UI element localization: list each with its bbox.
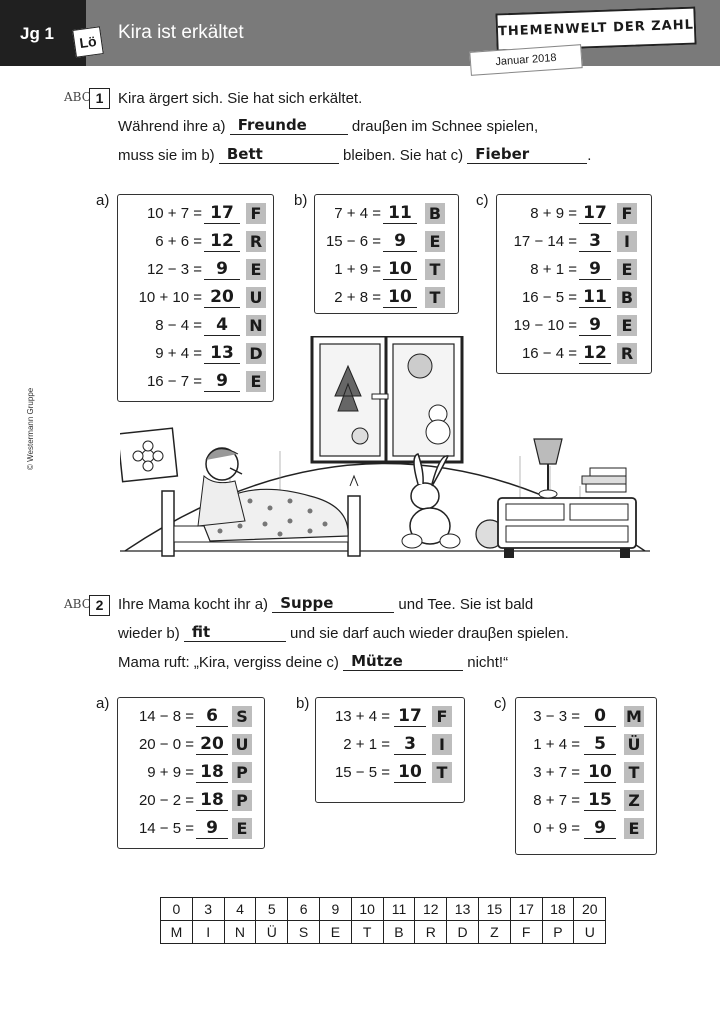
solution-letter: N: [246, 315, 266, 336]
result-value: 17: [204, 203, 240, 224]
result-value: 11: [383, 203, 417, 224]
equation-text: 2 + 8 =: [334, 289, 381, 306]
result-value: 3: [394, 734, 426, 755]
result-value: 9: [383, 231, 417, 252]
task1-line2: Während ihre a) Freunde drauβen im Schnee spielen,: [118, 116, 539, 135]
key-number-cell: 12: [415, 898, 447, 921]
window-icon: [312, 336, 462, 462]
key-letter-cell: D: [447, 921, 479, 944]
equation-row: [118, 203, 273, 231]
equation-row: [118, 734, 264, 762]
key-number-cell: 18: [542, 898, 574, 921]
equation-text: 3 + 7 =: [533, 764, 580, 781]
theme-banner: THEMENWELT DER ZAHL: [495, 7, 696, 52]
result-value: 3: [579, 231, 611, 252]
dresser-icon: [498, 498, 636, 558]
result-value: 9: [584, 818, 616, 839]
equation-row: [315, 287, 458, 315]
solution-letter: U: [232, 734, 252, 755]
key-letter-cell: Ü: [256, 921, 288, 944]
key-letter-cell: T: [351, 921, 383, 944]
task-number: 2: [89, 595, 110, 616]
result-value: 9: [196, 818, 228, 839]
key-number-cell: 13: [447, 898, 479, 921]
solution-letter: T: [425, 259, 445, 280]
solution-letter: R: [617, 343, 637, 364]
solution-letter: I: [432, 734, 452, 755]
equation-text: 1 + 4 =: [533, 736, 580, 753]
solution-letter: E: [617, 315, 637, 336]
result-value: 5: [584, 734, 616, 755]
solution-letter: M: [624, 706, 644, 727]
key-number-cell: 17: [510, 898, 542, 921]
equation-text: 2 + 1 =: [343, 736, 390, 753]
solution-letter: R: [246, 231, 266, 252]
solution-letter: F: [617, 203, 637, 224]
equation-text: 12 − 3 =: [146, 261, 202, 278]
part-label-c: c): [494, 695, 507, 712]
key-number-cell: 20: [574, 898, 606, 921]
equation-text: 20 − 0 =: [138, 736, 194, 753]
solution-letter: Ü: [624, 734, 644, 755]
date-tag: Januar 2018: [469, 44, 582, 76]
key-letter-cell: S: [288, 921, 320, 944]
equation-text: 1 + 9 =: [334, 261, 381, 278]
result-value: 6: [196, 706, 228, 727]
calc-box-2c: [515, 697, 657, 855]
solution-letter: E: [617, 259, 637, 280]
equation-text: 17 − 14 =: [513, 233, 577, 250]
answer-suppe: Suppe: [280, 594, 334, 612]
result-value: 15: [584, 790, 616, 811]
bedroom-illustration: [120, 336, 650, 576]
letter-key-table: [160, 897, 606, 944]
equation-text: 9 + 4 =: [155, 345, 202, 362]
key-letter-cell: F: [510, 921, 542, 944]
result-value: 13: [204, 343, 240, 364]
part-label-c: c): [476, 192, 489, 209]
solution-letter: T: [624, 762, 644, 783]
task-number: 1: [89, 88, 110, 109]
result-value: 9: [579, 315, 611, 336]
solution-letter: F: [432, 706, 452, 727]
equation-row: [497, 259, 651, 287]
key-letter-cell: B: [383, 921, 415, 944]
equation-text: 8 + 1 =: [530, 261, 577, 278]
result-value: 9: [204, 371, 240, 392]
solution-letter: F: [246, 203, 266, 224]
equation-text: 16 − 7 =: [146, 373, 202, 390]
equation-text: 13 + 4 =: [334, 708, 390, 725]
equation-text: 3 − 3 =: [533, 708, 580, 725]
key-letter-cell: E: [319, 921, 351, 944]
result-value: 10: [394, 762, 426, 783]
solution-letter: B: [617, 287, 637, 308]
solution-letter: E: [624, 818, 644, 839]
equation-row: [516, 734, 656, 762]
equation-row: [118, 762, 264, 790]
solution-letter: P: [232, 790, 252, 811]
equation-row: [316, 762, 464, 790]
answer-muetze: Mütze: [351, 652, 403, 670]
answer-bett: Bett: [226, 145, 263, 163]
equation-text: 20 − 2 =: [138, 792, 194, 809]
result-value: 17: [394, 706, 426, 727]
key-number-cell: 3: [192, 898, 224, 921]
equation-text: 0 + 9 =: [533, 820, 580, 837]
part-label-b: b): [296, 695, 310, 712]
page-title: Kira ist erkältet: [118, 22, 244, 43]
key-letter-cell: P: [542, 921, 574, 944]
equation-row: [516, 818, 656, 846]
result-value: 10: [383, 287, 417, 308]
copyright-note: © Westermann Gruppe: [26, 387, 35, 470]
result-value: 10: [584, 762, 616, 783]
solution-letter: I: [617, 231, 637, 252]
result-value: 9: [579, 259, 611, 280]
equation-row: [516, 762, 656, 790]
calc-box-2b: [315, 697, 465, 803]
result-value: 0: [584, 706, 616, 727]
task2-line2: wieder b) fit und sie darf auch wieder drauβen spielen.: [118, 623, 569, 642]
equation-text: 10 + 7 =: [146, 205, 202, 222]
task1-line3: muss sie im b) Bett bleiben. Sie hat c) Fieber .: [118, 145, 592, 164]
flower-picture-icon: [120, 428, 177, 481]
equation-text: 15 − 6 =: [325, 233, 381, 250]
answer-fit: fit: [191, 623, 211, 641]
equation-row: [497, 203, 651, 231]
equation-row: [315, 203, 458, 231]
result-value: 20: [204, 287, 240, 308]
result-value: 18: [196, 790, 228, 811]
solution-letter: T: [432, 762, 452, 783]
result-value: 17: [579, 203, 611, 224]
equation-text: 10 + 10 =: [138, 289, 202, 306]
solution-letter: Z: [624, 790, 644, 811]
lamp-icon: [534, 439, 562, 498]
equation-row: [118, 818, 264, 846]
equation-row: [118, 259, 273, 287]
result-value: 9: [204, 259, 240, 280]
equation-text: 16 − 4 =: [521, 345, 577, 362]
calc-box-1b: [314, 194, 459, 314]
result-value: 12: [204, 231, 240, 252]
key-letter-cell: I: [192, 921, 224, 944]
task2-line1: Ihre Mama kocht ihr a) Suppe und Tee. Sie ist bald: [118, 594, 534, 613]
equation-row: [516, 706, 656, 734]
solution-letter: S: [232, 706, 252, 727]
books-icon: [582, 468, 626, 492]
result-value: 20: [196, 734, 228, 755]
solution-letter: D: [246, 343, 266, 364]
solution-badge: Lö: [72, 26, 104, 58]
equation-text: 15 − 5 =: [334, 764, 390, 781]
equation-text: 8 + 7 =: [533, 792, 580, 809]
key-letter-cell: R: [415, 921, 447, 944]
equation-row: [315, 259, 458, 287]
equation-row: [516, 790, 656, 818]
task1-line1: Kira ärgert sich. Sie hat sich erkältet.: [118, 90, 363, 107]
equation-text: 14 − 5 =: [138, 820, 194, 837]
result-value: 10: [383, 259, 417, 280]
equation-row: [118, 790, 264, 818]
part-label-a: a): [96, 695, 110, 712]
answer-freunde: Freunde: [237, 116, 307, 134]
equation-row: [315, 231, 458, 259]
result-value: 4: [204, 315, 240, 336]
equation-text: 16 − 5 =: [521, 289, 577, 306]
key-letter-cell: Z: [478, 921, 510, 944]
equation-text: 7 + 4 =: [334, 205, 381, 222]
equation-text: 6 + 6 =: [155, 233, 202, 250]
equation-row: [497, 231, 651, 259]
task2-line3: Mama ruft: „Kira, vergiss deine c) Mütze nicht!“: [118, 652, 509, 671]
equation-text: 8 + 9 =: [530, 205, 577, 222]
equation-row: [118, 706, 264, 734]
equation-text: 9 + 9 =: [147, 764, 194, 781]
equation-row: [118, 287, 273, 315]
abc-icon: ABC: [64, 90, 91, 104]
key-letters-row: [161, 921, 606, 944]
equation-row: [316, 706, 464, 734]
solution-letter: E: [232, 818, 252, 839]
solution-letter: P: [232, 762, 252, 783]
solution-letter: U: [246, 287, 266, 308]
grade-label: Jg 1: [20, 24, 55, 43]
solution-letter: T: [425, 287, 445, 308]
solution-letter: E: [425, 231, 445, 252]
solution-letter: B: [425, 203, 445, 224]
abc-icon: ABC: [64, 597, 91, 611]
key-number-cell: 0: [161, 898, 193, 921]
key-number-cell: 6: [288, 898, 320, 921]
part-label-b: b): [294, 192, 308, 209]
result-value: 11: [579, 287, 611, 308]
bed-icon: [162, 476, 360, 556]
equation-row: [497, 287, 651, 315]
result-value: 12: [579, 343, 611, 364]
plush-bunny-icon: [402, 454, 460, 548]
key-letter-cell: U: [574, 921, 606, 944]
calc-box-2a: [117, 697, 265, 849]
result-value: 18: [196, 762, 228, 783]
equation-text: 14 − 8 =: [138, 708, 194, 725]
key-number-cell: 15: [478, 898, 510, 921]
equation-text: 19 − 10 =: [513, 317, 577, 334]
girl-icon: [198, 448, 245, 526]
equation-text: 8 − 4 =: [155, 317, 202, 334]
key-number-cell: 5: [256, 898, 288, 921]
key-letter-cell: N: [224, 921, 256, 944]
key-letter-cell: M: [161, 921, 193, 944]
answer-fieber: Fieber: [475, 145, 530, 163]
part-label-a: a): [96, 192, 110, 209]
key-number-cell: 4: [224, 898, 256, 921]
key-number-cell: 10: [351, 898, 383, 921]
solution-letter: E: [246, 259, 266, 280]
equation-row: [118, 231, 273, 259]
key-number-cell: 9: [319, 898, 351, 921]
key-number-cell: 11: [383, 898, 415, 921]
solution-letter: E: [246, 371, 266, 392]
equation-row: [316, 734, 464, 762]
key-numbers-row: [161, 898, 606, 921]
